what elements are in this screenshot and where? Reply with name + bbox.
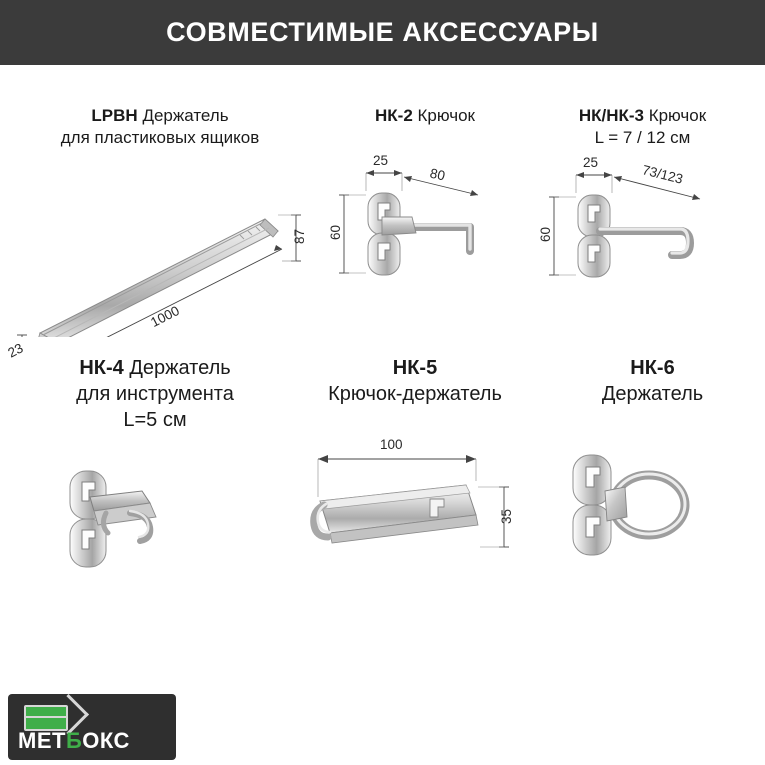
item-nk2 bbox=[320, 105, 530, 335]
item-lpbh-subtitle: для пластиковых ящиков bbox=[60, 127, 260, 147]
item-nk3 bbox=[530, 105, 755, 337]
item-lpbh bbox=[5, 105, 310, 361]
logo-text-part1: МЕТ bbox=[18, 728, 66, 753]
nk3-illustration bbox=[530, 154, 755, 337]
item-nk2-caption bbox=[320, 105, 530, 127]
item-nk5-subtitle: Крючок-держатель bbox=[328, 383, 502, 405]
logo-text-part3: ОКС bbox=[82, 728, 130, 753]
page-header bbox=[0, 0, 765, 65]
item-nk4-code: НК-4 bbox=[79, 357, 124, 379]
item-lpbh-caption bbox=[10, 105, 310, 149]
item-lpbh-name: Держатель bbox=[142, 106, 229, 125]
item-lpbh-drawing bbox=[5, 157, 310, 361]
item-nk4 bbox=[10, 355, 300, 621]
toolbox-icon bbox=[18, 700, 76, 730]
item-nk4-caption bbox=[10, 355, 300, 433]
item-nk6-drawing bbox=[545, 439, 760, 609]
nk3-dim-25: 25 bbox=[583, 154, 599, 170]
item-nk2-name: Крючок bbox=[417, 106, 475, 125]
accessories-grid bbox=[0, 65, 765, 690]
page-title: СОВМЕСТИМЫЕ АКСЕССУАРЫ bbox=[166, 17, 599, 47]
item-nk4-drawing bbox=[10, 451, 300, 621]
item-nk5 bbox=[290, 355, 540, 609]
item-lpbh-code: LPBH bbox=[91, 106, 138, 125]
item-nk5-code: НК-5 bbox=[392, 357, 438, 379]
logo-text-part2: Б bbox=[65, 728, 83, 753]
nk6-illustration bbox=[545, 439, 760, 609]
nk3-dim-60: 60 bbox=[538, 226, 554, 242]
nk3-dim-73-123: 73/123 bbox=[640, 161, 685, 187]
nk2-illustration bbox=[320, 152, 530, 335]
lpbh-dim-87: 87 bbox=[292, 228, 308, 244]
nk2-dim-60: 60 bbox=[328, 224, 344, 240]
item-nk5-drawing bbox=[290, 439, 540, 609]
item-nk6-subtitle: Держатель bbox=[601, 383, 704, 405]
item-nk4-subtitle: для инструмента bbox=[76, 383, 234, 405]
item-nk3-subtitle: L = 7 / 12 см bbox=[594, 127, 691, 147]
lpbh-dim-23: 23 bbox=[5, 339, 26, 361]
item-nk4-name: Держатель bbox=[129, 357, 231, 379]
nk2-dim-80: 80 bbox=[428, 165, 447, 184]
metboks-logo bbox=[8, 694, 176, 760]
item-nk3-name: Крючок bbox=[648, 106, 707, 125]
item-nk3-caption bbox=[530, 105, 755, 149]
nk5-dim-35: 35 bbox=[499, 508, 515, 525]
nk5-dim-100: 100 bbox=[380, 437, 403, 452]
nk2-dim-25: 25 bbox=[373, 152, 389, 168]
logo-wordmark bbox=[18, 728, 130, 754]
item-nk5-caption bbox=[290, 355, 540, 407]
item-nk3-drawing bbox=[530, 154, 755, 337]
nk4-illustration bbox=[10, 451, 300, 621]
item-nk6-code: НК-6 bbox=[630, 357, 675, 379]
page-footer bbox=[0, 690, 765, 765]
lpbh-dim-1000: 1000 bbox=[148, 302, 182, 330]
item-nk6-caption bbox=[545, 355, 760, 407]
item-nk6 bbox=[545, 355, 760, 609]
item-nk3-code: НК/НК-3 bbox=[578, 106, 644, 125]
item-nk2-code: НК-2 bbox=[375, 106, 413, 125]
item-nk2-drawing bbox=[320, 152, 530, 335]
item-nk4-length: L=5 см bbox=[123, 409, 187, 431]
